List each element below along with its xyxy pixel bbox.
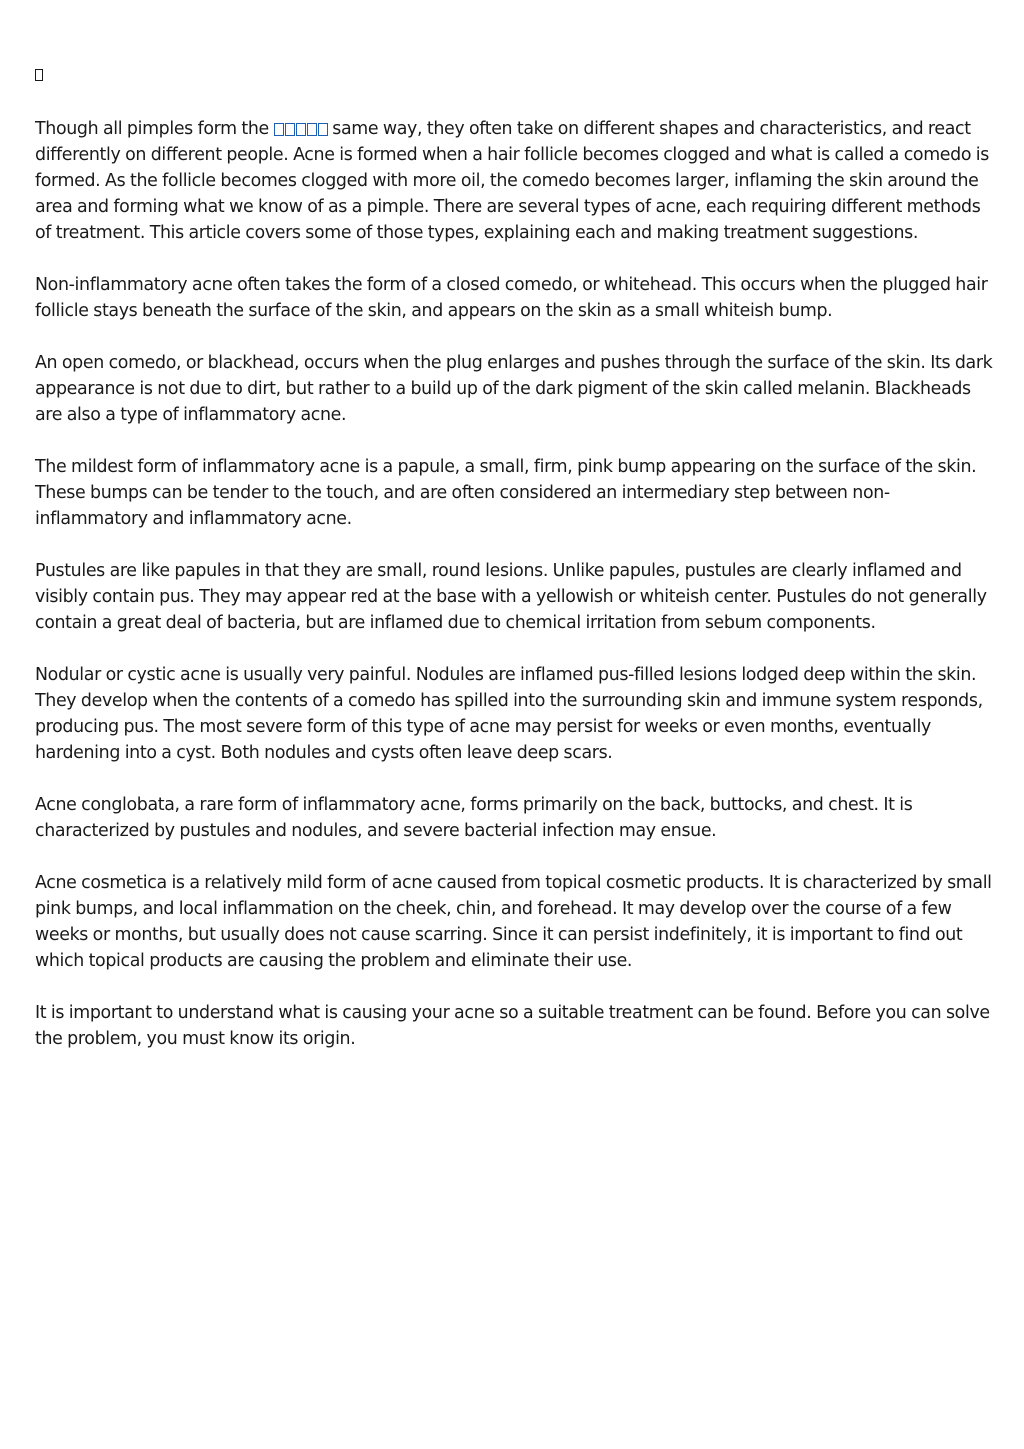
missing-glyph-icon (35, 62, 995, 116)
paragraph-cosmetica: Acne cosmetica is a relatively mild form of acne caused from topical cosmetic products. It is characterized by small pink bumps, and local inflammation on the cheek, chin, and forehead. It may develop over the course of a few weeks or months, but usually does not cause scarring. Since it can persist indefinitely, it is important to find out which topical products are causing the problem and eliminate their use. (35, 873, 992, 971)
paragraph-intro-before-link: Though all pimples form the (35, 119, 274, 139)
missing-glyph-box (35, 69, 43, 81)
paragraph-papule: The mildest form of inflammatory acne is a papule, a small, firm, pink bump appearing on the surface of the skin. These bumps can be tender to the touch, and are often considered an intermediary step between non-inflammatory and inflammatory acne. (35, 457, 977, 529)
paragraph-blackhead: An open comedo, or blackhead, occurs when the plug enlarges and pushes through the surface of the skin. Its dark appearance is not due to dirt, but rather to a build up of the dark pigment of the skin called melanin. Blackheads are also a type of inflammatory acne. (35, 353, 993, 425)
paragraph-nodular: Nodular or cystic acne is usually very painful. Nodules are inflamed pus-filled lesions lodged deep within the skin. They develop when the contents of a comedo has spilled into the surrounding skin and immune system responds, producing pus. The most severe form of this type of acne may persist for weeks or even months, eventually hardening into a cyst. Both nodules and cysts often leave deep scars. (35, 665, 983, 763)
inline-link[interactable] (274, 119, 328, 139)
document-body (35, 62, 995, 1078)
paragraph-intro-after-link: same way, they often take on different shapes and characteristics, and react differently on different people. Acne is formed when a hair follicle becomes clogged and what is called a comedo is formed. As the follicle becomes clogged with more oil, the comedo becomes larger, inflaming the skin around the area and forming what we know of as a pimple. There are several types of acne, each requiring different methods of treatment. This article covers some of those types, explaining each and making treatment suggestions. (35, 119, 989, 243)
paragraph-conclusion: It is important to understand what is causing your acne so a suitable treatment can be found. Before you can solve the problem, you must know its origin. (35, 1003, 990, 1049)
paragraph-whitehead: Non-inflammatory acne often takes the form of a closed comedo, or whitehead. This occurs when the plugged hair follicle stays beneath the surface of the skin, and appears on the skin as a small whiteish bump. (35, 275, 988, 321)
paragraph-conglobata: Acne conglobata, a rare form of inflammatory acne, forms primarily on the back, buttocks, and chest. It is characterized by pustules and nodules, and severe bacterial infection may ensue. (35, 795, 913, 841)
missing-glyph-link-icon (274, 123, 328, 136)
paragraph-intro (35, 116, 995, 246)
paragraph-pustules: Pustules are like papules in that they are small, round lesions. Unlike papules, pustules are clearly inflamed and visibly contain pus. They may appear red at the base with a yellowish or whiteish center. Pustules do not generally contain a great deal of bacteria, but are inflamed due to chemical irritation from sebum components. (35, 561, 987, 633)
